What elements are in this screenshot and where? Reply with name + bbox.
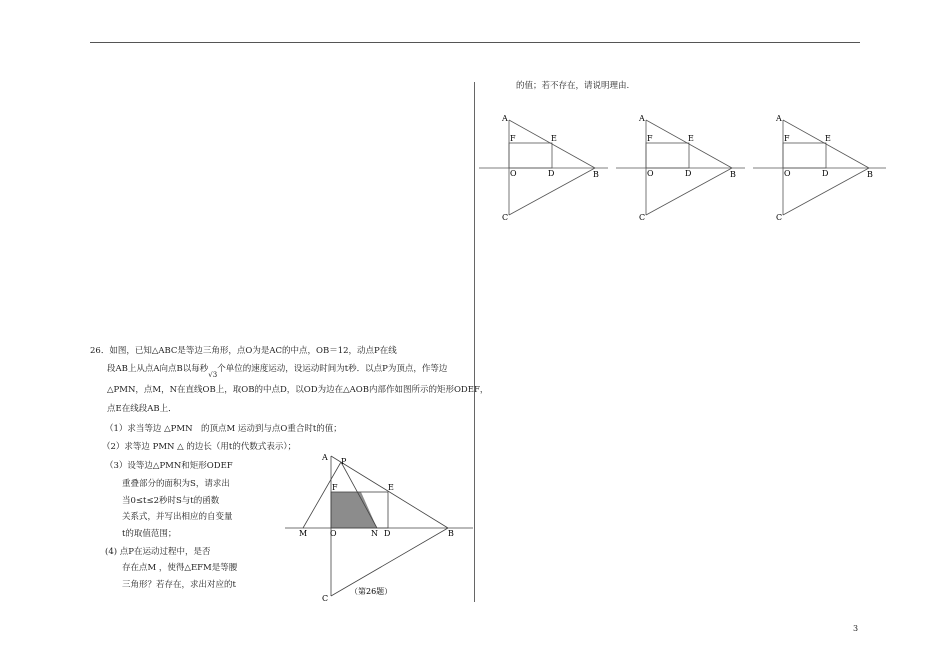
question-3-line-4: 关系式，并写出相应的自变量 bbox=[122, 512, 233, 522]
problem-26-line-2: 段AB上从点A向点B以每秒$_{√3}$个单位的速度运动，设运动时间为t秒．以点P为顶点，作等边 bbox=[107, 364, 448, 379]
svg-text:O: O bbox=[647, 169, 654, 178]
svg-text:F: F bbox=[647, 134, 653, 143]
figure-caption: （第26题） bbox=[350, 587, 393, 596]
question-2: （2）求等边 PMN △ 的边长（用t的代数式表示）； bbox=[102, 442, 297, 452]
svg-text:B: B bbox=[448, 529, 454, 538]
column-divider bbox=[474, 82, 475, 602]
question-3-line-1: （3）设等边△PMN和矩形ODEF bbox=[105, 461, 233, 471]
question-1: （1）求当等边 △PMN 的顶点M 运动到与点O重合时t的值； bbox=[105, 424, 342, 434]
svg-text:E: E bbox=[388, 483, 394, 492]
svg-text:O: O bbox=[784, 169, 791, 178]
question-4-line-2: 存在点M ，使得△EFM是等腰 bbox=[122, 563, 238, 573]
svg-text:O: O bbox=[510, 169, 517, 178]
continuation-text: 的值；若不存在，请说明理由. bbox=[516, 81, 630, 91]
svg-text:A: A bbox=[639, 114, 645, 123]
svg-text:D: D bbox=[822, 169, 829, 178]
small-figure-3 bbox=[753, 114, 886, 222]
svg-text:D: D bbox=[685, 169, 692, 178]
question-3-line-3: 当0≤t≤2秒时S与t的函数 bbox=[122, 496, 220, 506]
svg-text:D: D bbox=[548, 169, 555, 178]
svg-text:F: F bbox=[332, 483, 338, 492]
svg-text:D: D bbox=[384, 529, 391, 538]
sqrt3-term: √3 bbox=[208, 371, 218, 379]
svg-text:B: B bbox=[730, 170, 736, 179]
svg-text:F: F bbox=[784, 134, 790, 143]
question-3-line-2: 重叠部分的面积为S，请求出 bbox=[122, 479, 230, 489]
svg-text:E: E bbox=[688, 134, 694, 143]
problem-26-line-3: △PMN，点M，N在直线OB上，取OB的中点D，以OD为边在△AOB内部作如图所示的矩形ODEF， bbox=[107, 385, 489, 395]
small-figure-2 bbox=[616, 114, 745, 222]
question-3-line-5: t的取值范围； bbox=[122, 529, 177, 539]
problem-26-line-1: 26．如图，已知△ABC是等边三角形，点O为是AC的中点，OB＝12，动点P在线 bbox=[90, 346, 397, 356]
question-4-line-3: 三角形？若存在，求出对应的t bbox=[122, 580, 236, 590]
svg-text:M: M bbox=[299, 529, 308, 538]
svg-text:O: O bbox=[330, 529, 337, 538]
svg-text:E: E bbox=[825, 134, 831, 143]
svg-text:N: N bbox=[371, 529, 378, 538]
small-figure-1 bbox=[479, 114, 608, 222]
svg-text:C: C bbox=[322, 594, 329, 603]
svg-text:F: F bbox=[510, 134, 516, 143]
svg-text:P: P bbox=[341, 457, 347, 466]
question-4-line-1: (4) 点P在运动过程中，是否 bbox=[105, 547, 211, 557]
svg-text:B: B bbox=[593, 170, 599, 179]
problem-26-line-4: 点E在线段AB上． bbox=[107, 404, 177, 414]
svg-text:A: A bbox=[502, 114, 508, 123]
svg-text:C: C bbox=[776, 213, 783, 222]
svg-text:B: B bbox=[867, 170, 873, 179]
svg-text:A: A bbox=[776, 114, 782, 123]
svg-text:C: C bbox=[639, 213, 646, 222]
header-rule bbox=[90, 42, 860, 43]
svg-text:A: A bbox=[322, 453, 328, 462]
overlap-region bbox=[331, 492, 377, 528]
page-number: 3 bbox=[853, 624, 859, 633]
small-figures-row bbox=[476, 100, 896, 230]
svg-text:C: C bbox=[502, 213, 509, 222]
svg-text:E: E bbox=[551, 134, 557, 143]
problem-26-figure bbox=[280, 448, 474, 604]
